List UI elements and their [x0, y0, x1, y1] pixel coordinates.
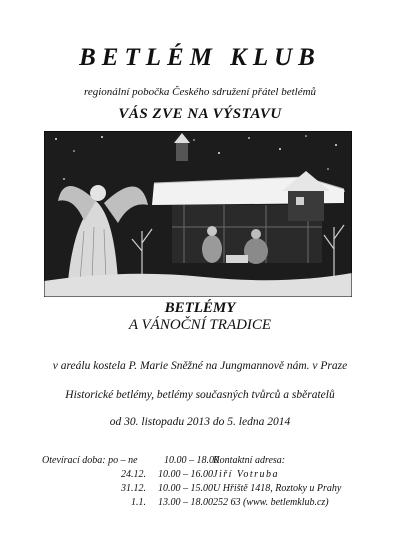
hours-row: [42, 496, 219, 510]
opening-hours: [42, 454, 219, 510]
club-subtitle: regionální pobočka Českého sdružení přátel betlémů: [83, 86, 317, 98]
contact-address: [213, 454, 341, 510]
hours-label: 24.12.: [121, 469, 146, 480]
hours-time: 10.00 – 18.00: [164, 455, 219, 466]
hours-label: 1.1.: [131, 497, 146, 508]
exhibition-location: v areálu kostela P. Marie Sněžné na Jungmannově nám. v Praze: [52, 360, 348, 372]
contact-postcode-web: 252 63 (www. betlemklub.cz): [213, 497, 329, 508]
hours-label: Otevírací doba: po – ne: [42, 455, 138, 466]
hours-row: [42, 468, 219, 482]
contact-street: U Hřiště 1418, Roztoky u Prahy: [213, 483, 342, 494]
hours-row: [42, 482, 219, 496]
contact-name: Jiří Votruba: [213, 469, 280, 480]
hours-time: 10.00 – 15.00: [158, 483, 213, 494]
hours-row: [42, 454, 219, 468]
hours-time: 10.00 – 16.00: [158, 469, 213, 480]
hours-time: 13.00 – 18.00: [158, 497, 213, 508]
exhibition-title: BETLÉMY: [164, 300, 236, 316]
hours-label: 31.12.: [121, 483, 146, 494]
page-title: BETLÉM KLUB: [79, 44, 321, 71]
nativity-scene-illustration: [44, 131, 352, 297]
exhibition-dates: od 30. listopadu 2013 do 5. ledna 2014: [109, 416, 291, 428]
exhibition-subtitle: A VÁNOČNÍ TRADICE: [128, 317, 272, 333]
contact-heading: Kontaktní adresa:: [213, 455, 286, 466]
exhibition-description: Historické betlémy, betlémy současných tvůrců a sběratelů: [65, 389, 335, 401]
invitation-heading: VÁS ZVE NA VÝSTAVU: [118, 106, 282, 122]
